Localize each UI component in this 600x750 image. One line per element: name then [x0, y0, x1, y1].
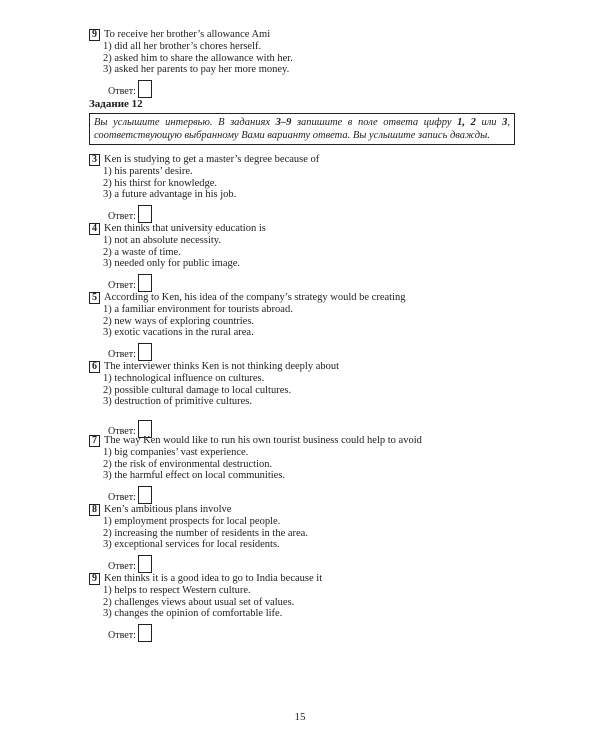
question-number: 9	[89, 29, 100, 41]
option: 2) the risk of environmental destruction.	[103, 458, 273, 470]
task-heading: Задание 12	[89, 98, 143, 110]
option: 3) the harmful effect on local communities.	[103, 470, 286, 482]
answer-box[interactable]	[138, 80, 152, 98]
option: 2) a waste of time.	[103, 246, 181, 258]
option: 1) technological influence on cultures.	[103, 373, 265, 384]
question-4	[89, 223, 509, 292]
answer-row	[89, 80, 509, 98]
instruction-text: , соответствующую выбранному Вами варианту ответа. Вы услышите запись дважды.	[94, 117, 510, 141]
option: 3) asked her parents to pay her more money.	[103, 64, 290, 76]
question-stem: According to Ken, his idea of the company’s strategy would be creating	[104, 292, 406, 304]
option: 1) helps to respect Western culture.	[103, 585, 251, 596]
answer-box[interactable]	[138, 555, 152, 573]
answer-box[interactable]	[138, 343, 152, 361]
answer-label: Ответ:	[108, 211, 136, 223]
question-5	[89, 292, 509, 361]
question-3	[89, 154, 509, 223]
question-number: 5	[89, 292, 100, 304]
option: 2) increasing the number of residents in the area.	[103, 527, 308, 539]
instruction-box	[89, 113, 515, 145]
question-7	[89, 435, 509, 504]
question-stem: Ken thinks it is a good idea to go to India because it	[104, 573, 323, 585]
answer-box[interactable]	[138, 274, 152, 292]
question-number: 8	[89, 504, 100, 516]
question-number: 7	[89, 435, 100, 447]
answer-label: Ответ:	[108, 426, 136, 438]
option: 3) exotic vacations in the rural area.	[103, 327, 254, 339]
option: 1) did all her brother’s chores herself.	[103, 41, 262, 52]
answer-label: Ответ:	[108, 630, 136, 642]
answer-label: Ответ:	[108, 86, 136, 98]
answer-row	[89, 486, 509, 504]
option: 2) possible cultural damage to local cultures.	[103, 384, 292, 396]
question-number: 4	[89, 223, 100, 235]
instruction-text: или	[475, 117, 503, 128]
question-8	[89, 504, 509, 573]
answer-label: Ответ:	[108, 561, 136, 573]
option: 3) needed only for public image.	[103, 258, 241, 270]
option: 1) a familiar environment for tourists abroad.	[103, 304, 293, 315]
answer-row	[89, 343, 509, 361]
option: 2) asked him to share the allowance with her.	[103, 52, 293, 64]
question-number: 6	[89, 361, 100, 373]
instruction-digit: 3	[502, 117, 508, 128]
answer-box[interactable]	[138, 205, 152, 223]
answer-box[interactable]	[138, 486, 152, 504]
question-number: 3	[89, 154, 100, 166]
option: 1) employment prospects for local people.	[103, 516, 281, 527]
answer-label: Ответ:	[108, 280, 136, 292]
page-number: 15	[294, 711, 306, 723]
question-stem: The interviewer thinks Ken is not thinking deeply about	[104, 361, 340, 373]
option: 3) a future advantage in his job.	[103, 189, 237, 201]
option: 3) destruction of primitive cultures.	[103, 396, 253, 408]
instruction-digits: 1, 2	[457, 117, 476, 128]
question-9	[89, 573, 509, 642]
option: 1) big companies’ vast experience.	[103, 447, 249, 458]
question-6	[89, 361, 509, 438]
option: 2) challenges views about usual set of values.	[103, 596, 295, 608]
option: 3) changes the opinion of comfortable life.	[103, 608, 283, 620]
answer-row	[89, 624, 509, 642]
option: 3) exceptional services for local residents.	[103, 539, 280, 551]
option: 2) his thirst for knowledge.	[103, 177, 218, 189]
question-stem: Ken’s ambitious plans involve	[104, 504, 232, 516]
answer-row	[89, 205, 509, 223]
answer-row	[89, 274, 509, 292]
answer-label: Ответ:	[108, 492, 136, 504]
answer-label: Ответ:	[108, 349, 136, 361]
instruction-text: запишите в поле ответа цифру	[291, 117, 458, 128]
question-stem: To receive her brother’s allowance Ami	[104, 29, 271, 41]
instruction-range: 3–9	[275, 117, 292, 128]
option: 1) not an absolute necessity.	[103, 235, 221, 246]
answer-box[interactable]	[138, 624, 152, 642]
option: 1) his parents’ desire.	[103, 166, 193, 177]
question-stem: The way Ken would like to run his own tourist business could help to avoid	[104, 435, 422, 447]
question-number: 9	[89, 573, 100, 585]
question-stem: Ken thinks that university education is	[104, 223, 266, 235]
question-9-prev	[89, 29, 509, 98]
answer-row	[89, 555, 509, 573]
option: 2) new ways of exploring countries.	[103, 315, 255, 327]
instruction-text: Вы услышите интервью. В заданиях	[94, 117, 276, 128]
question-stem: Ken is studying to get a master’s degree because of	[104, 154, 320, 166]
